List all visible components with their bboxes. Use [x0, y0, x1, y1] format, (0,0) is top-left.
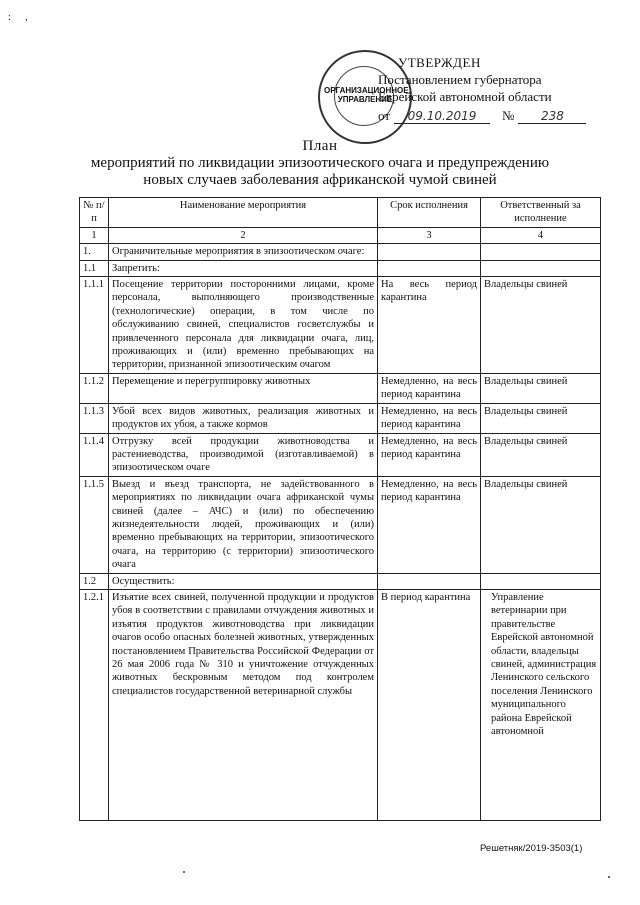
table-row	[80, 589, 601, 820]
approval-title: УТВЕРЖДЕН	[398, 55, 481, 70]
plan-heading	[60, 138, 580, 189]
row-responsible: Владельцы свиней	[481, 476, 601, 573]
row-num: 1.1.2	[80, 373, 109, 403]
table-row	[80, 373, 601, 403]
row-name: Изъятие всех свиней, полученной продукции и продуктов убоя в соответствии с правилами отчуждения животных и изъятия продуктов животноводства при ликвидации очагов особо опасных болезней животных, утвержденных постановлением Правительства Российской Федерации от 26 мая 2006 года № 310 и уничтожение отчужденных животных бескровным методом под контролем специалистов государственной ветеринарной службы	[109, 589, 378, 820]
header-responsible: Ответственный за исполнение	[481, 198, 601, 228]
row-term: Немедленно, на весь период карантина	[378, 433, 481, 476]
date-value: 09.10.2019	[394, 109, 490, 124]
table-row	[80, 573, 601, 589]
approval-date-number	[378, 107, 618, 124]
table-column-number-row	[80, 227, 601, 243]
approval-line-1: Постановлением губернатора	[378, 72, 542, 87]
row-num: 1.1.4	[80, 433, 109, 476]
seal-text: ОРГАНИЗАЦИОННОЕ УПРАВЛЕНИЕ	[324, 86, 409, 104]
row-num: 1.1.1	[80, 277, 109, 374]
row-term: Немедленно, на весь период карантина	[378, 373, 481, 403]
column-number: 2	[109, 227, 378, 243]
row-num: 1.1	[80, 260, 109, 276]
row-name: Запретить:	[109, 260, 378, 276]
row-responsible: Владельцы свиней	[481, 277, 601, 374]
table-header-row	[80, 198, 601, 228]
footer-reference: Решетняк/2019-3503(1)	[480, 843, 583, 854]
measures-table	[79, 197, 601, 821]
table-row	[80, 244, 601, 260]
approval-block	[378, 54, 618, 124]
row-responsible: Управление ветеринарии при правительстве Еврейской автономной области, владельцы свиней, администрация Ленинского сельского поселения Ленинского муниципального района Еврейской автономной	[481, 589, 601, 820]
row-responsible	[481, 260, 601, 276]
table-row	[80, 476, 601, 573]
row-name: Осуществить:	[109, 573, 378, 589]
column-number: 4	[481, 227, 601, 243]
plan-subtitle-line-2: новых случаев заболевания африканской чумой свиней	[143, 172, 497, 188]
row-num: 1.2	[80, 573, 109, 589]
row-responsible: Владельцы свиней	[481, 433, 601, 476]
row-responsible	[481, 573, 601, 589]
row-term	[378, 573, 481, 589]
column-number: 1	[80, 227, 109, 243]
row-num: 1.1.5	[80, 476, 109, 573]
row-responsible: Владельцы свиней	[481, 403, 601, 433]
header-term: Срок исполнения	[378, 198, 481, 228]
row-name: Посещение территории посторонними лицами, кроме персонала, выполняющего производственные (технологические) операции, в том числе по обслуживанию свиней, специалистов госветслужбы и привлеченного персонала для ликвидации очага, лиц, проживающих и (или) временно пребывающих на территории, признанной эпизоотическим очагом	[109, 277, 378, 374]
row-name: Перемещение и перегруппировку животных	[109, 373, 378, 403]
scan-dot	[183, 871, 185, 873]
row-name: Ограничительные мероприятия в эпизоотическом очаге:	[109, 244, 378, 260]
row-term: На весь период карантина	[378, 277, 481, 374]
row-name: Выезд и въезд транспорта, не задействованного в мероприятиях по ликвидации очага африканской чумы свиней (далее – АЧС) и (или) по обеспечению жизнедеятельности людей, проживающих и (или) временно пребывающих на территории, эпизоотического очага, на территорию (с территории) эпизоотического очага	[109, 476, 378, 573]
row-num: 1.2.1	[80, 589, 109, 820]
number-value: 238	[518, 109, 586, 124]
date-prefix: от	[378, 108, 391, 123]
number-prefix: №	[502, 108, 515, 123]
row-name: Отгрузку всей продукции животноводства и растениеводства, производимой (изготавливаемой) в эпизоотическом очаге	[109, 433, 378, 476]
row-responsible: Владельцы свиней	[481, 373, 601, 403]
column-number: 3	[378, 227, 481, 243]
header-name: Наименование мероприятия	[109, 198, 378, 228]
header-num: № п/п	[80, 198, 109, 228]
row-term	[378, 244, 481, 260]
row-num: 1.	[80, 244, 109, 260]
approval-line-2: Еврейской автономной области	[378, 89, 552, 104]
row-name: Убой всех видов животных, реализация животных и продуктов их убоя, а также кормов	[109, 403, 378, 433]
table-row	[80, 260, 601, 276]
row-term: Немедленно, на весь период карантина	[378, 476, 481, 573]
scan-dot	[608, 876, 610, 878]
table-row	[80, 433, 601, 476]
table-row	[80, 277, 601, 374]
row-term	[378, 260, 481, 276]
table-row	[80, 403, 601, 433]
row-num: 1.1.3	[80, 403, 109, 433]
row-term: Немедленно, на весь период карантина	[378, 403, 481, 433]
row-responsible	[481, 244, 601, 260]
corner-mark: : ,	[8, 12, 34, 23]
row-term: В период карантина	[378, 589, 481, 820]
plan-title: План	[302, 138, 338, 154]
plan-subtitle-line-1: мероприятий по ликвидации эпизоотического очага и предупреждению	[90, 155, 550, 171]
